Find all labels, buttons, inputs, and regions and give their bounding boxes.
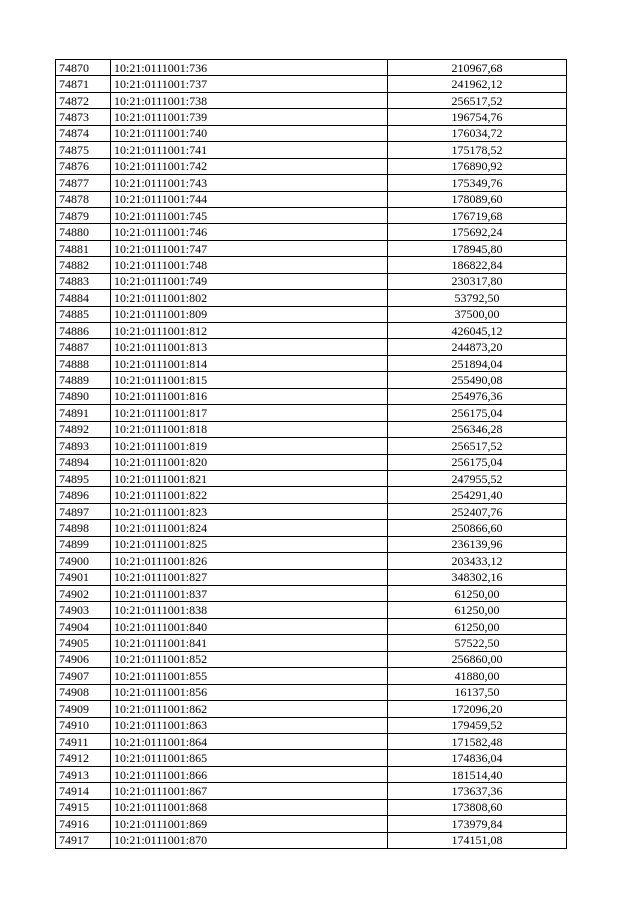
cadastral-number-cell: 10:21:0111001:748 bbox=[111, 257, 388, 273]
table-row bbox=[56, 766, 567, 782]
table-row bbox=[56, 750, 567, 766]
cadastral-value-cell: 256517,52 bbox=[388, 438, 567, 454]
row-number-cell: 74876 bbox=[56, 158, 111, 174]
row-number-cell: 74898 bbox=[56, 520, 111, 536]
cadastral-number-cell: 10:21:0111001:870 bbox=[111, 832, 388, 848]
table-row bbox=[56, 701, 567, 717]
cadastral-number-cell: 10:21:0111001:820 bbox=[111, 454, 388, 470]
cadastral-number-cell: 10:21:0111001:856 bbox=[111, 684, 388, 700]
row-number-cell: 74870 bbox=[56, 60, 111, 76]
table-row bbox=[56, 553, 567, 569]
table-body bbox=[56, 60, 567, 849]
table-row bbox=[56, 586, 567, 602]
table-row bbox=[56, 668, 567, 684]
table-row bbox=[56, 783, 567, 799]
cadastral-value-cell: 176719,68 bbox=[388, 207, 567, 223]
cadastral-number-cell: 10:21:0111001:862 bbox=[111, 701, 388, 717]
cadastral-number-cell: 10:21:0111001:864 bbox=[111, 733, 388, 749]
cadastral-number-cell: 10:21:0111001:819 bbox=[111, 438, 388, 454]
row-number-cell: 74891 bbox=[56, 405, 111, 421]
table-row bbox=[56, 158, 567, 174]
cadastral-value-cell: 186822,84 bbox=[388, 257, 567, 273]
table-row bbox=[56, 487, 567, 503]
cadastral-number-cell: 10:21:0111001:743 bbox=[111, 175, 388, 191]
row-number-cell: 74878 bbox=[56, 191, 111, 207]
table-row bbox=[56, 421, 567, 437]
row-number-cell: 74871 bbox=[56, 76, 111, 92]
row-number-cell: 74884 bbox=[56, 290, 111, 306]
table-row bbox=[56, 651, 567, 667]
row-number-cell: 74901 bbox=[56, 569, 111, 585]
table-row bbox=[56, 733, 567, 749]
row-number-cell: 74892 bbox=[56, 421, 111, 437]
cadastral-value-cell: 176890,92 bbox=[388, 158, 567, 174]
table-row bbox=[56, 109, 567, 125]
cadastral-number-cell: 10:21:0111001:817 bbox=[111, 405, 388, 421]
cadastral-number-cell: 10:21:0111001:738 bbox=[111, 92, 388, 108]
cadastral-value-cell: 174836,04 bbox=[388, 750, 567, 766]
cadastral-value-cell: 57522,50 bbox=[388, 635, 567, 651]
cadastral-number-cell: 10:21:0111001:818 bbox=[111, 421, 388, 437]
cadastral-number-cell: 10:21:0111001:813 bbox=[111, 339, 388, 355]
row-number-cell: 74883 bbox=[56, 273, 111, 289]
table-row bbox=[56, 224, 567, 240]
row-number-cell: 74913 bbox=[56, 766, 111, 782]
cadastral-number-cell: 10:21:0111001:822 bbox=[111, 487, 388, 503]
cadastral-number-cell: 10:21:0111001:837 bbox=[111, 586, 388, 602]
table-row bbox=[56, 323, 567, 339]
cadastral-value-cell: 244873,20 bbox=[388, 339, 567, 355]
cadastral-number-cell: 10:21:0111001:852 bbox=[111, 651, 388, 667]
cadastral-number-cell: 10:21:0111001:814 bbox=[111, 355, 388, 371]
cadastral-number-cell: 10:21:0111001:749 bbox=[111, 273, 388, 289]
cadastral-value-cell: 16137,50 bbox=[388, 684, 567, 700]
table-row bbox=[56, 142, 567, 158]
cadastral-value-cell: 178945,80 bbox=[388, 240, 567, 256]
cadastral-value-cell: 255490,08 bbox=[388, 372, 567, 388]
row-number-cell: 74880 bbox=[56, 224, 111, 240]
table-row bbox=[56, 175, 567, 191]
cadastral-value-cell: 203433,12 bbox=[388, 553, 567, 569]
cadastral-value-cell: 256175,04 bbox=[388, 454, 567, 470]
table-row bbox=[56, 76, 567, 92]
table-row bbox=[56, 454, 567, 470]
table-row bbox=[56, 503, 567, 519]
cadastral-value-cell: 241962,12 bbox=[388, 76, 567, 92]
cadastral-value-cell: 252407,76 bbox=[388, 503, 567, 519]
row-number-cell: 74895 bbox=[56, 470, 111, 486]
cadastral-value-cell: 173979,84 bbox=[388, 816, 567, 832]
cadastral-number-cell: 10:21:0111001:747 bbox=[111, 240, 388, 256]
table-row bbox=[56, 257, 567, 273]
cadastral-number-cell: 10:21:0111001:739 bbox=[111, 109, 388, 125]
cadastral-value-cell: 172096,20 bbox=[388, 701, 567, 717]
cadastral-value-cell: 426045,12 bbox=[388, 323, 567, 339]
row-number-cell: 74905 bbox=[56, 635, 111, 651]
table-row bbox=[56, 405, 567, 421]
cadastral-value-cell: 230317,80 bbox=[388, 273, 567, 289]
cadastral-number-cell: 10:21:0111001:823 bbox=[111, 503, 388, 519]
row-number-cell: 74873 bbox=[56, 109, 111, 125]
cadastral-value-cell: 179459,52 bbox=[388, 717, 567, 733]
row-number-cell: 74877 bbox=[56, 175, 111, 191]
table-row bbox=[56, 191, 567, 207]
table-row bbox=[56, 273, 567, 289]
table-row bbox=[56, 569, 567, 585]
table-row bbox=[56, 618, 567, 634]
cadastral-value-cell: 41880,00 bbox=[388, 668, 567, 684]
table-row bbox=[56, 92, 567, 108]
cadastral-number-cell: 10:21:0111001:744 bbox=[111, 191, 388, 207]
cadastral-value-cell: 61250,00 bbox=[388, 586, 567, 602]
cadastral-number-cell: 10:21:0111001:827 bbox=[111, 569, 388, 585]
cadastral-value-cell: 348302,16 bbox=[388, 569, 567, 585]
table-row bbox=[56, 306, 567, 322]
table-row bbox=[56, 290, 567, 306]
row-number-cell: 74881 bbox=[56, 240, 111, 256]
row-number-cell: 74911 bbox=[56, 733, 111, 749]
cadastral-number-cell: 10:21:0111001:742 bbox=[111, 158, 388, 174]
table-row bbox=[56, 470, 567, 486]
cadastral-number-cell: 10:21:0111001:815 bbox=[111, 372, 388, 388]
table-row bbox=[56, 355, 567, 371]
cadastral-value-cell: 247955,52 bbox=[388, 470, 567, 486]
row-number-cell: 74903 bbox=[56, 602, 111, 618]
table-row bbox=[56, 207, 567, 223]
cadastral-value-cell: 250866,60 bbox=[388, 520, 567, 536]
cadastral-number-cell: 10:21:0111001:812 bbox=[111, 323, 388, 339]
cadastral-number-cell: 10:21:0111001:869 bbox=[111, 816, 388, 832]
cadastral-number-cell: 10:21:0111001:736 bbox=[111, 60, 388, 76]
row-number-cell: 74886 bbox=[56, 323, 111, 339]
cadastral-number-cell: 10:21:0111001:737 bbox=[111, 76, 388, 92]
cadastral-value-cell: 256860,00 bbox=[388, 651, 567, 667]
row-number-cell: 74915 bbox=[56, 799, 111, 815]
cadastral-value-cell: 251894,04 bbox=[388, 355, 567, 371]
cadastral-value-cell: 174151,08 bbox=[388, 832, 567, 848]
row-number-cell: 74894 bbox=[56, 454, 111, 470]
cadastral-number-cell: 10:21:0111001:824 bbox=[111, 520, 388, 536]
table-row bbox=[56, 520, 567, 536]
cadastral-value-cell: 236139,96 bbox=[388, 536, 567, 552]
cadastral-value-cell: 256517,52 bbox=[388, 92, 567, 108]
cadastral-value-cell: 173808,60 bbox=[388, 799, 567, 815]
row-number-cell: 74906 bbox=[56, 651, 111, 667]
table-row bbox=[56, 832, 567, 848]
cadastral-value-table bbox=[55, 59, 567, 849]
row-number-cell: 74904 bbox=[56, 618, 111, 634]
cadastral-number-cell: 10:21:0111001:866 bbox=[111, 766, 388, 782]
table-row bbox=[56, 388, 567, 404]
cadastral-value-cell: 176034,72 bbox=[388, 125, 567, 141]
cadastral-value-cell: 175178,52 bbox=[388, 142, 567, 158]
row-number-cell: 74872 bbox=[56, 92, 111, 108]
row-number-cell: 74914 bbox=[56, 783, 111, 799]
table-row bbox=[56, 717, 567, 733]
cadastral-number-cell: 10:21:0111001:867 bbox=[111, 783, 388, 799]
table-row bbox=[56, 240, 567, 256]
table-row bbox=[56, 602, 567, 618]
cadastral-number-cell: 10:21:0111001:840 bbox=[111, 618, 388, 634]
cadastral-number-cell: 10:21:0111001:745 bbox=[111, 207, 388, 223]
cadastral-value-cell: 171582,48 bbox=[388, 733, 567, 749]
table-row bbox=[56, 60, 567, 76]
row-number-cell: 74882 bbox=[56, 257, 111, 273]
cadastral-value-cell: 210967,68 bbox=[388, 60, 567, 76]
cadastral-number-cell: 10:21:0111001:855 bbox=[111, 668, 388, 684]
row-number-cell: 74917 bbox=[56, 832, 111, 848]
cadastral-number-cell: 10:21:0111001:821 bbox=[111, 470, 388, 486]
table-row bbox=[56, 799, 567, 815]
cadastral-number-cell: 10:21:0111001:809 bbox=[111, 306, 388, 322]
cadastral-number-cell: 10:21:0111001:741 bbox=[111, 142, 388, 158]
cadastral-number-cell: 10:21:0111001:826 bbox=[111, 553, 388, 569]
row-number-cell: 74909 bbox=[56, 701, 111, 717]
cadastral-value-cell: 53792,50 bbox=[388, 290, 567, 306]
row-number-cell: 74902 bbox=[56, 586, 111, 602]
cadastral-value-cell: 175692,24 bbox=[388, 224, 567, 240]
table-row bbox=[56, 536, 567, 552]
table-row bbox=[56, 372, 567, 388]
row-number-cell: 74900 bbox=[56, 553, 111, 569]
row-number-cell: 74908 bbox=[56, 684, 111, 700]
row-number-cell: 74893 bbox=[56, 438, 111, 454]
row-number-cell: 74916 bbox=[56, 816, 111, 832]
row-number-cell: 74885 bbox=[56, 306, 111, 322]
cadastral-value-cell: 178089,60 bbox=[388, 191, 567, 207]
cadastral-value-cell: 175349,76 bbox=[388, 175, 567, 191]
cadastral-number-cell: 10:21:0111001:868 bbox=[111, 799, 388, 815]
cadastral-number-cell: 10:21:0111001:863 bbox=[111, 717, 388, 733]
table-row bbox=[56, 339, 567, 355]
table-row bbox=[56, 125, 567, 141]
table-row bbox=[56, 635, 567, 651]
table-row bbox=[56, 816, 567, 832]
cadastral-value-cell: 256175,04 bbox=[388, 405, 567, 421]
cadastral-number-cell: 10:21:0111001:802 bbox=[111, 290, 388, 306]
row-number-cell: 74897 bbox=[56, 503, 111, 519]
table-row bbox=[56, 438, 567, 454]
cadastral-number-cell: 10:21:0111001:841 bbox=[111, 635, 388, 651]
table-row bbox=[56, 684, 567, 700]
row-number-cell: 74896 bbox=[56, 487, 111, 503]
cadastral-value-cell: 61250,00 bbox=[388, 602, 567, 618]
cadastral-value-cell: 181514,40 bbox=[388, 766, 567, 782]
cadastral-number-cell: 10:21:0111001:746 bbox=[111, 224, 388, 240]
row-number-cell: 74912 bbox=[56, 750, 111, 766]
row-number-cell: 74879 bbox=[56, 207, 111, 223]
cadastral-value-cell: 254976,36 bbox=[388, 388, 567, 404]
row-number-cell: 74907 bbox=[56, 668, 111, 684]
row-number-cell: 74875 bbox=[56, 142, 111, 158]
row-number-cell: 74874 bbox=[56, 125, 111, 141]
cadastral-value-cell: 61250,00 bbox=[388, 618, 567, 634]
row-number-cell: 74889 bbox=[56, 372, 111, 388]
cadastral-number-cell: 10:21:0111001:740 bbox=[111, 125, 388, 141]
row-number-cell: 74910 bbox=[56, 717, 111, 733]
cadastral-value-cell: 173637,36 bbox=[388, 783, 567, 799]
row-number-cell: 74888 bbox=[56, 355, 111, 371]
cadastral-value-cell: 254291,40 bbox=[388, 487, 567, 503]
cadastral-number-cell: 10:21:0111001:825 bbox=[111, 536, 388, 552]
row-number-cell: 74899 bbox=[56, 536, 111, 552]
cadastral-value-cell: 256346,28 bbox=[388, 421, 567, 437]
cadastral-value-cell: 37500,00 bbox=[388, 306, 567, 322]
row-number-cell: 74890 bbox=[56, 388, 111, 404]
row-number-cell: 74887 bbox=[56, 339, 111, 355]
cadastral-value-cell: 196754,76 bbox=[388, 109, 567, 125]
cadastral-number-cell: 10:21:0111001:816 bbox=[111, 388, 388, 404]
cadastral-number-cell: 10:21:0111001:838 bbox=[111, 602, 388, 618]
cadastral-number-cell: 10:21:0111001:865 bbox=[111, 750, 388, 766]
